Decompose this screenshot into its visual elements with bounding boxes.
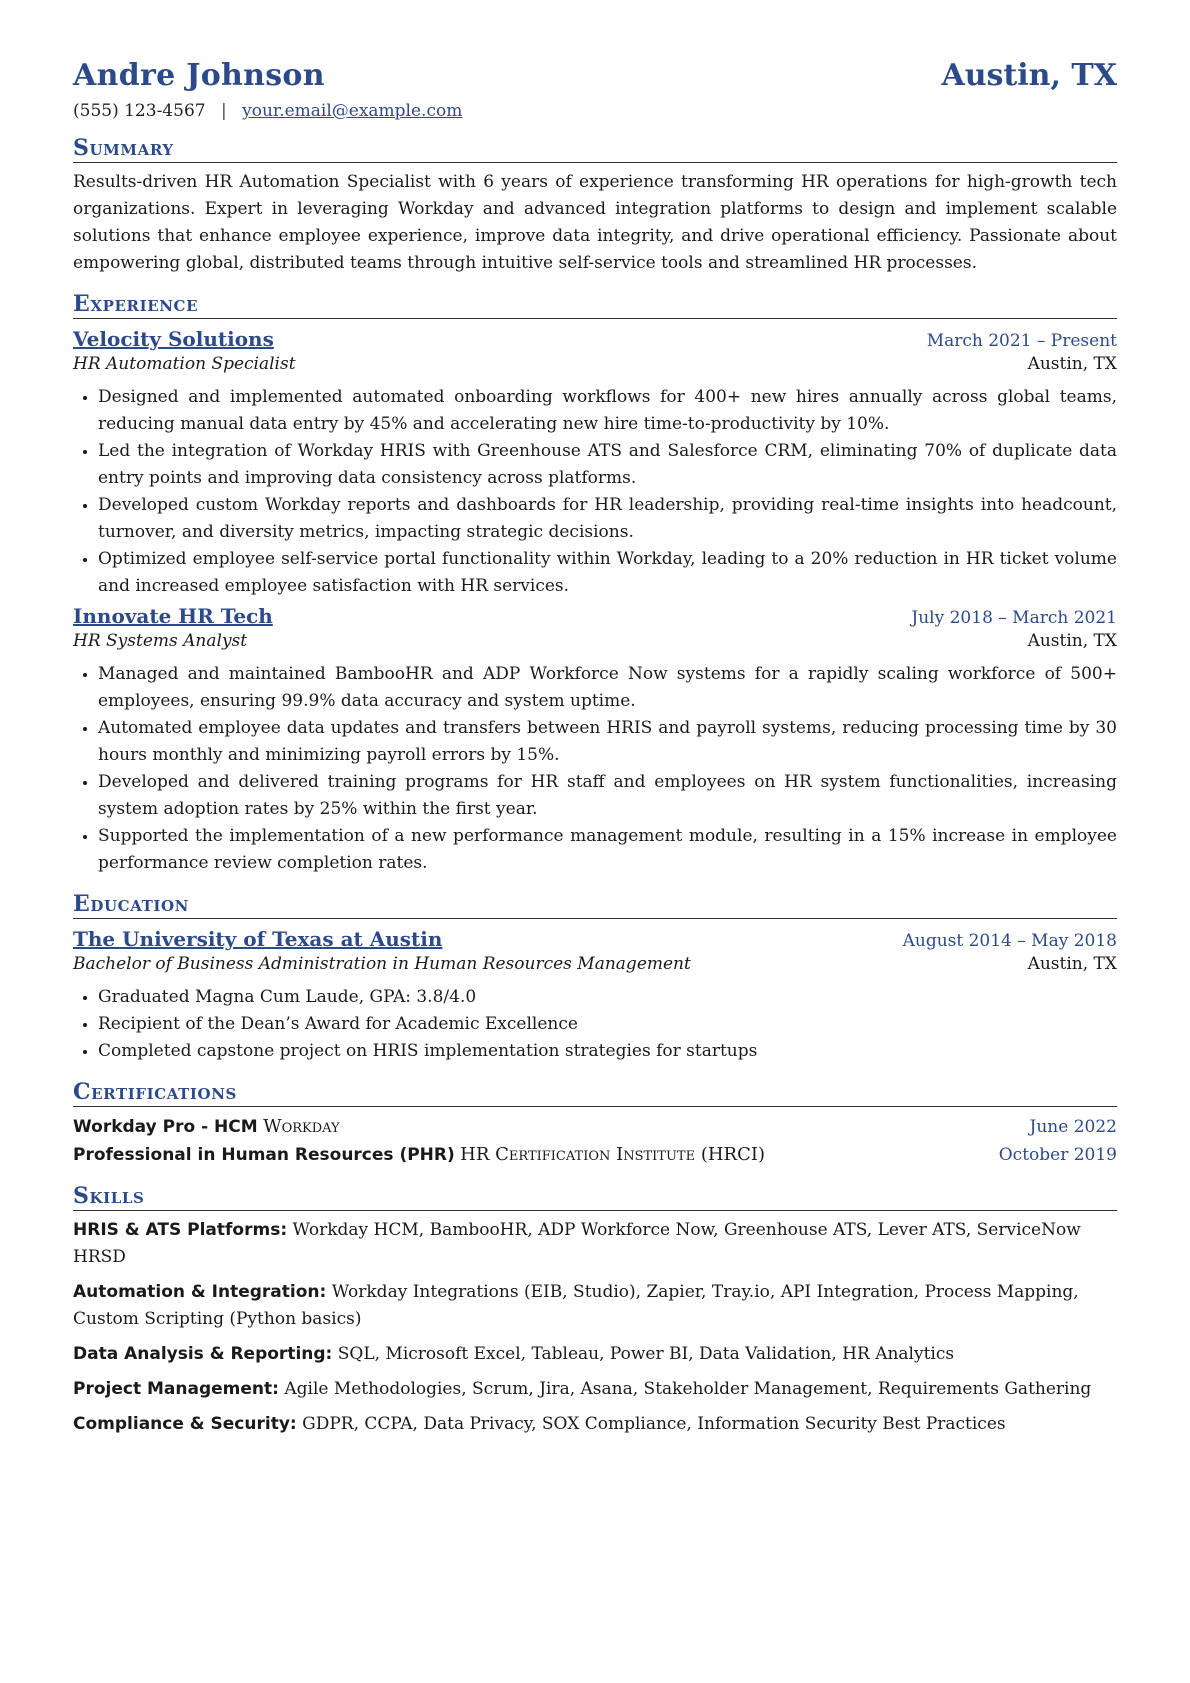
job-location: Austin, TX	[1027, 354, 1117, 374]
bullet-item: • Optimized employee self-service portal functionality within Workday, leading to a 20% reduction in HR ticket volume and increased employee satisfaction with HR services.	[98, 546, 1117, 600]
summary-text: Results-driven HR Automation Specialist with 6 years of experience transforming HR operations for high-growth tech organizations. Expert in leveraging Workday and advanced integration platforms to design and implement scalable solutions that enhance employee experience, improve data integrity, and drive operational efficiency. Passionate about empowering global, distributed teams through intuitive self-service tools and streamlined HR processes.	[73, 172, 1117, 273]
certification-date: October 2019	[998, 1145, 1117, 1165]
skill-row	[73, 1341, 1117, 1368]
skill-row	[73, 1217, 1117, 1271]
job-entry	[73, 604, 1117, 877]
candidate-name: Andre Johnson	[73, 58, 325, 93]
education-section	[73, 891, 1117, 1065]
bullet-item: • Supported the implementation of a new performance management module, resulting in a 15% increase in employee performance review completion rates.	[98, 823, 1117, 877]
skill-category: Automation & Integration:	[73, 1282, 327, 1302]
job-entry	[73, 327, 1117, 600]
bullet-item: • Recipient of the Dean’s Award for Academic Excellence	[98, 1011, 1117, 1038]
job-title: HR Systems Analyst	[73, 631, 248, 651]
email-link[interactable]: your.email@example.com	[242, 101, 463, 121]
contact-line	[73, 101, 1117, 121]
skill-list: Agile Methodologies, Scrum, Jira, Asana, Stakeholder Management, Requirements Gathering	[284, 1379, 1092, 1399]
skill-category: Compliance & Security:	[73, 1414, 297, 1434]
skill-category: HRIS & ATS Platforms:	[73, 1220, 288, 1240]
company-name[interactable]: Velocity Solutions	[73, 327, 274, 351]
skill-list: Workday Integrations (EIB, Studio), Zapier, Tray.io, API Integration, Process Mapping, Custom Scripting (Python basics)	[73, 1282, 1079, 1329]
section-title-experience: Experience	[73, 291, 1117, 319]
skill-row	[73, 1376, 1117, 1403]
education-bullets	[73, 984, 1117, 1065]
job-bullets	[73, 661, 1117, 877]
bullet-item: • Designed and implemented automated onboarding workflows for 400+ new hires annually across global teams, reducing manual data entry by 45% and accelerating new hire time-to-productivity by 10%.	[98, 384, 1117, 438]
section-title-skills: Skills	[73, 1183, 1117, 1211]
bullet-item: • Completed capstone project on HRIS implementation strategies for startups	[98, 1038, 1117, 1065]
job-dates: July 2018 – March 2021	[911, 608, 1117, 628]
certification-name: Professional in Human Resources (PHR)	[73, 1145, 455, 1165]
school-name[interactable]: The University of Texas at Austin	[73, 927, 443, 951]
job-location: Austin, TX	[1027, 631, 1117, 651]
job-bullets	[73, 384, 1117, 600]
certification-name: Workday Pro - HCM	[73, 1117, 258, 1137]
job-title: HR Automation Specialist	[73, 354, 296, 374]
bullet-item: • Automated employee data updates and transfers between HRIS and payroll systems, reducing processing time by 30 hours monthly and minimizing payroll errors by 15%.	[98, 715, 1117, 769]
certification-date: June 2022	[1029, 1117, 1117, 1137]
skill-list: GDPR, CCPA, Data Privacy, SOX Compliance, Information Security Best Practices	[302, 1414, 1006, 1434]
education-location: Austin, TX	[1027, 954, 1117, 974]
certifications-section	[73, 1079, 1117, 1169]
skill-row	[73, 1411, 1117, 1438]
bullet-item: • Developed custom Workday reports and dashboards for HR leadership, providing real-time insights into headcount, turnover, and diversity metrics, impacting strategic decisions.	[98, 492, 1117, 546]
degree: Bachelor of Business Administration in Human Resources Management	[73, 954, 691, 974]
job-dates: March 2021 – Present	[926, 331, 1117, 351]
contact-separator: |	[220, 101, 227, 121]
skill-list: Workday HCM, BambooHR, ADP Workforce Now, Greenhouse ATS, Lever ATS, ServiceNow HRSD	[73, 1220, 1081, 1267]
header	[73, 58, 1117, 93]
certification-issuer: HR Certification Institute (HRCI)	[460, 1144, 765, 1165]
certification-row	[73, 1113, 1117, 1141]
bullet-item: • Led the integration of Workday HRIS with Greenhouse ATS and Salesforce CRM, eliminating 70% of duplicate data entry points and improving data consistency across platforms.	[98, 438, 1117, 492]
summary-section	[73, 135, 1117, 277]
company-name[interactable]: Innovate HR Tech	[73, 604, 273, 628]
candidate-location: Austin, TX	[941, 58, 1117, 93]
section-title-summary: Summary	[73, 135, 1117, 163]
section-title-certifications: Certifications	[73, 1079, 1117, 1107]
skill-row	[73, 1279, 1117, 1333]
skills-section	[73, 1183, 1117, 1438]
bullet-item: • Developed and delivered training programs for HR staff and employees on HR system functionalities, increasing system adoption rates by 25% within the first year.	[98, 769, 1117, 823]
phone-number: (555) 123-4567	[73, 101, 206, 121]
bullet-item: • Managed and maintained BambooHR and ADP Workforce Now systems for a rapidly scaling workforce of 500+ employees, ensuring 99.9% data accuracy and system uptime.	[98, 661, 1117, 715]
skill-category: Data Analysis & Reporting:	[73, 1344, 333, 1364]
education-dates: August 2014 – May 2018	[902, 931, 1117, 951]
skill-category: Project Management:	[73, 1379, 279, 1399]
certification-issuer: Workday	[263, 1116, 340, 1137]
section-title-education: Education	[73, 891, 1117, 919]
skill-list: SQL, Microsoft Excel, Tableau, Power BI, Data Validation, HR Analytics	[337, 1344, 955, 1364]
experience-section	[73, 291, 1117, 877]
bullet-item: • Graduated Magna Cum Laude, GPA: 3.8/4.0	[98, 984, 1117, 1011]
certification-row	[73, 1141, 1117, 1169]
